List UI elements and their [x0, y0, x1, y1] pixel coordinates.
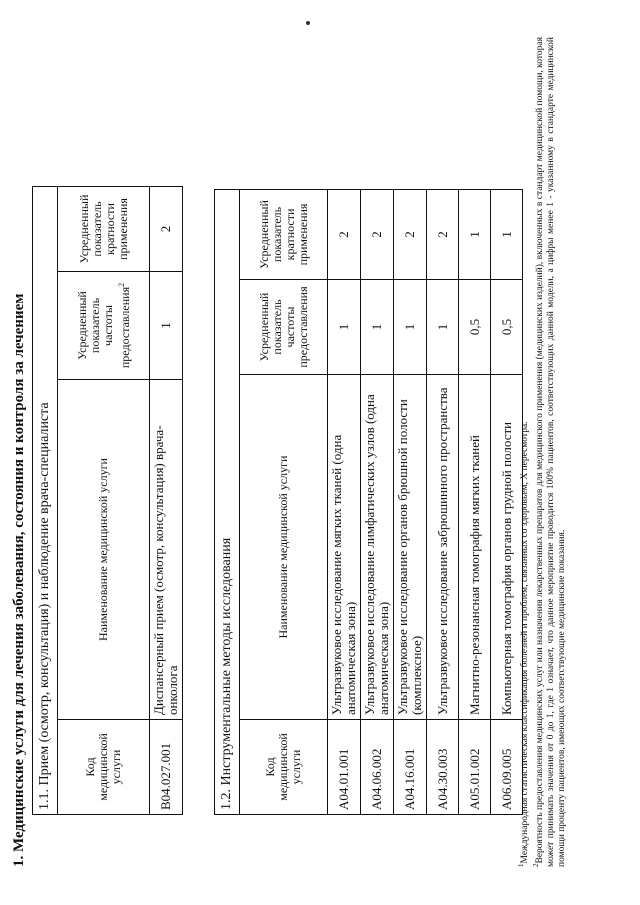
frequency-value: 0,5	[459, 280, 491, 375]
multiplicity-value: 2	[427, 189, 459, 279]
footnote-ref: 2	[116, 282, 126, 287]
service-code: B04.027.001	[150, 720, 183, 815]
table-row	[459, 189, 491, 814]
section-title: 1.1. Прием (осмотр, консультация) и наблюдение врача-специалиста	[33, 186, 58, 814]
multiplicity-value: 2	[361, 189, 394, 279]
header-frequency	[58, 272, 150, 380]
service-name: Диспансерный прием (осмотр, консультация) врача-онколога	[150, 380, 183, 720]
frequency-value: 1	[361, 280, 394, 375]
table-row	[328, 189, 361, 814]
frequency-value: 1	[150, 272, 183, 380]
header-code: Код медицинской услуги	[240, 720, 328, 815]
footnote-marker: 1	[517, 863, 525, 867]
header-frequency-label: Усредненный показатель частоты предоставления	[74, 286, 132, 369]
table-row	[150, 186, 183, 814]
service-code: A04.01.001	[328, 720, 361, 815]
multiplicity-value: 2	[150, 186, 183, 271]
header-code: Код медицинской услуги	[58, 720, 150, 815]
frequency-value: 1	[427, 280, 459, 375]
scan-dot	[306, 21, 310, 25]
footnote-text: Международная статистическая классификация болезней и проблем, связанных со здоровьем, X пересмотра.	[520, 421, 531, 864]
table-row	[361, 189, 394, 814]
page-title: 1. Медицинские услуги для лечения заболевания, состояния и контроля за лечением	[11, 293, 27, 867]
service-code: A04.30.003	[427, 720, 459, 815]
service-name: Ультразвуковое исследование органов брюшной полости (комплексное)	[394, 375, 427, 720]
multiplicity-value: 1	[491, 189, 523, 279]
footnote-1	[516, 37, 531, 867]
footnote-text: Вероятность предоставления медицинских услуг или назначения лекарственных препаратов для медицинского применения (медицинских изделий), включенных в стандарт медицинской помощи, которая может принимать значения от 0 до 1, где 1 означает, что данное мероприятие проводится 100% пациентов, соответствующих данной модели, а цифры менее 1 - указанному в стандарте медицинской помощи проценту пациентов, имеющих соответствующие медицинские показания.	[535, 37, 568, 867]
header-multiplicity: Усредненный показатель кратности применения	[240, 189, 328, 279]
footnote-marker: 2	[532, 863, 541, 867]
service-code: A05.01.002	[459, 720, 491, 815]
frequency-value: 1	[394, 280, 427, 375]
multiplicity-value: 2	[328, 189, 361, 279]
service-code: A04.16.001	[394, 720, 427, 815]
header-name: Наименование медицинской услуги	[240, 375, 328, 720]
frequency-value: 0,5	[491, 280, 523, 375]
multiplicity-value: 1	[459, 189, 491, 279]
service-name: Ультразвуковое исследование забрюшинного пространства	[427, 375, 459, 720]
service-name: Ультразвуковое исследование мягких тканей (одна анатомическая зона)	[328, 375, 361, 720]
header-frequency: Усредненный показатель частоты предоставления	[240, 280, 328, 375]
service-code: A04.06.002	[361, 720, 394, 815]
table-instrumental	[214, 189, 523, 815]
footnote-2	[531, 37, 568, 867]
header-name: Наименование медицинской услуги	[58, 380, 150, 720]
table-row	[427, 189, 459, 814]
multiplicity-value: 2	[394, 189, 427, 279]
header-multiplicity: Усредненный показатель кратности применения	[58, 186, 150, 271]
frequency-value: 1	[328, 280, 361, 375]
service-code: A06.09.005	[491, 720, 523, 815]
section-title: 1.2. Инструментальные методы исследования	[215, 189, 240, 814]
footnotes	[516, 37, 568, 867]
service-name: Магнитно-резонансная томография мягких тканей	[459, 375, 491, 720]
service-name: Компьютерная томография органов грудной полости	[491, 375, 523, 720]
table-consultations	[32, 186, 183, 815]
table-row	[394, 189, 427, 814]
service-name: Ультразвуковое исследование лимфатических узлов (одна анатомическая зона)	[361, 375, 394, 720]
